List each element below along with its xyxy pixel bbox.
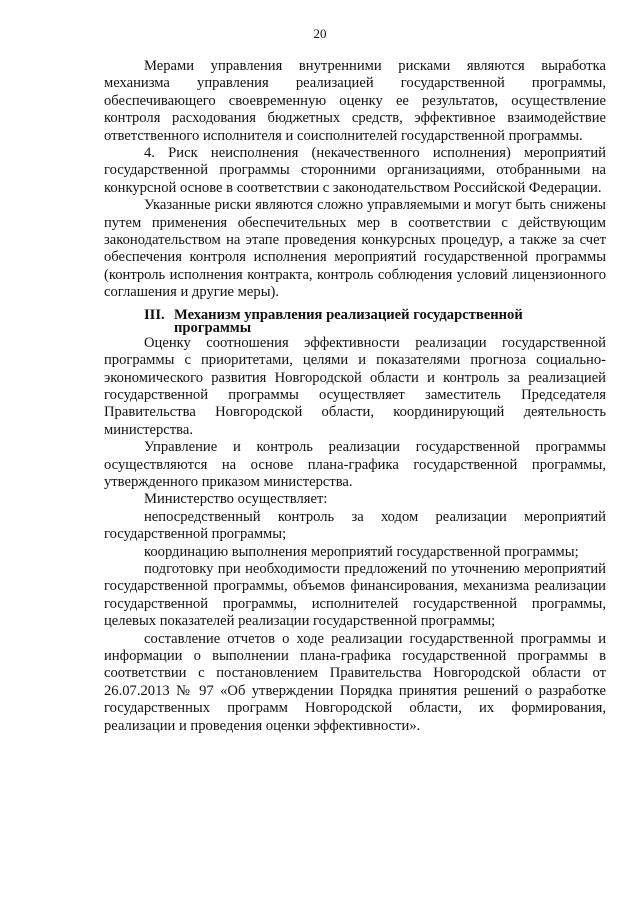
paragraph-internal-risk-measures: Мерами управления внутренними рисками являются выработка механизма управления реализацией государственной программы, обеспечивающего своевременную оценку ее результатов, осуществление контроля расходования бюджетных средств, эффективное взаимодействие ответственного исполнителя и соисполнителей государственной программы. <box>104 58 606 144</box>
section-title-line1: Механизм управления реализацией государственной <box>174 306 523 323</box>
list-item-reports: составление отчетов о ходе реализации государственной программы и информации о выполнении плана-графика государственной программы в соответствии с постановлением Правительства Новгородской области от 26.07.2013 № 97 «Об утверждении Порядка принятия решений о разработке государственных программ Новгородской области, их формирования, реализации и проведения оценки эффективности». <box>104 630 606 734</box>
page-number: 20 <box>313 26 327 41</box>
list-item-direct-control: непосредственный контроль за ходом реализации мероприятий государственной программы; <box>104 508 606 543</box>
paragraph-management-control: Управление и контроль реализации государственной программы осуществляются на основе плана-графика государственной программы, утвержденного приказом министерства. <box>104 439 606 490</box>
section-number: III. <box>144 306 165 323</box>
paragraph-ministry-performs: Министерство осуществляет: <box>144 491 328 508</box>
list-item-coordination: координацию выполнения мероприятий государственной программы; <box>144 543 579 560</box>
paragraph-risk-4: 4. Риск неисполнения (некачественного исполнения) мероприятий государственной программы сторонними организациями, отобранными на конкурсной основе в соответствии с законодательством Российской Федерации. <box>104 145 606 196</box>
section-heading <box>104 306 606 336</box>
document-body <box>104 58 606 735</box>
section-title-line2: программы <box>174 319 252 336</box>
paragraph-assessment: Оценку соотношения эффективности реализации государственной программы с приоритетами, целями и показателями прогноза социально-экономического развития Новгородской области и контроль за реализацией государственной программы осуществляет заместитель Председателя Правительства Новгородской области, координирующий деятельность министерства. <box>104 334 606 438</box>
paragraph-risk-mitigation: Указанные риски являются сложно управляемыми и могут быть снижены путем применения обеспечительных мер в соответствии с действующим законодательством на этапе проведения конкурсных процедур, а также за счет обеспечения контроля исполнения мероприятий государственной программы (контроль исполнения контракта, контроль соблюдения условий лицензионного соглашения и другие меры). <box>104 197 606 301</box>
list-item-proposals: подготовку при необходимости предложений по уточнению мероприятий государственной программы, объемов финансирования, механизма реализации государственной программы, исполнителей государственной программы, целевых показателей реализации государственной программы; <box>104 560 606 630</box>
